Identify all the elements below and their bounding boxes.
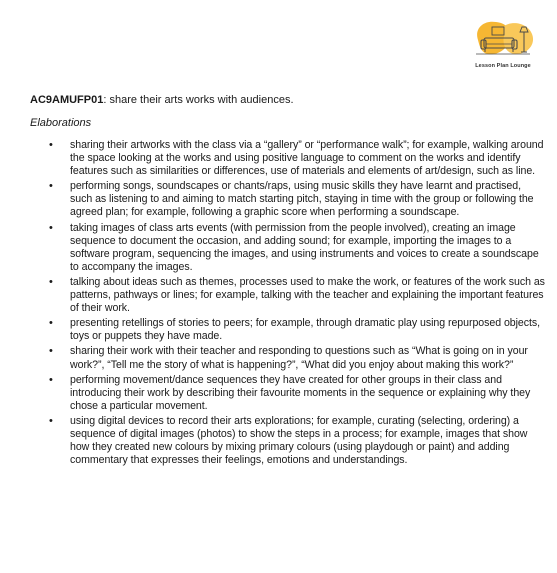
list-item-text: performing movement/dance sequences they have created for other groups in their class and introducing their work by describing their favourite moments in the sequence or explaining why they chose a particular movement. [70, 373, 531, 412]
bullet-icon: • [49, 275, 53, 288]
curriculum-code: AC9AMUFP01 [30, 94, 104, 106]
elaborations-list [0, 139, 557, 469]
logo-text: Lesson Plan Lounge [475, 63, 531, 69]
list-item-text: taking images of class arts events (with permission from the people involved), creating an image sequence to document the occasion, and adding sound; for example, importing the images to a software program, sequencing the images, and using instruments and voices to create a soundscape to accompany the images. [70, 221, 539, 273]
elaborations-heading: Elaborations [30, 117, 92, 129]
list-item [0, 139, 557, 178]
bullet-icon: • [49, 345, 53, 358]
list-item [0, 276, 557, 315]
bullet-icon: • [49, 139, 53, 151]
lesson-plan-lounge-logo [470, 18, 536, 74]
sofa-lamp-icon [470, 18, 536, 64]
list-item [0, 415, 557, 467]
curriculum-description: : share their arts works with audiences. [103, 94, 294, 106]
bullet-icon: • [49, 180, 53, 193]
list-item-text: talking about ideas such as themes, processes used to make the work, or features of the work such as patterns, pathways or lines; for example, talking with the teacher and explaining the important features of their work. [70, 275, 545, 315]
list-item-text: performing songs, soundscapes or chants/raps, using music skills they have learnt and practised, such as listening to and aiming to match starting pitch, staying in time with the group or following the agreed plan; for example, following a graphic score when performing a soundscape. [70, 180, 534, 219]
list-item [0, 180, 557, 219]
bullet-icon: • [49, 373, 53, 386]
list-item-text: using digital devices to record their arts explorations; for example, curating (selecting, ordering) a sequence of digital images (photos) to show the steps in a process; for example, images that show how they created new colours by mixing primary colours (using playdough or paint) and adding commentary that expresses their feelings, emotions and understandings. [70, 414, 528, 467]
bullet-icon: • [49, 317, 53, 330]
list-item-text: presenting retellings of stories to peers; for example, through dramatic play using repurposed objects, toys or puppets they have made. [70, 317, 541, 343]
bullet-icon: • [49, 414, 53, 427]
list-item [0, 374, 557, 413]
list-item [0, 317, 557, 343]
bullet-icon: • [49, 221, 53, 234]
list-item-text: sharing their artworks with the class via a “gallery” or “performance walk”; for example, walking around the space looking at the works and using positive language to comment on the works and identify features such as similarities or differences, use of materials and elements of art/design, such as line. [70, 139, 544, 178]
list-item [0, 222, 557, 274]
list-item [0, 345, 557, 371]
curriculum-code-line [30, 93, 294, 108]
list-item-text: sharing their work with their teacher and responding to questions such as “What is going on in your work?”, “Tell me the story of what is happening?”, “What did you enjoy about making this work?” [70, 345, 528, 371]
